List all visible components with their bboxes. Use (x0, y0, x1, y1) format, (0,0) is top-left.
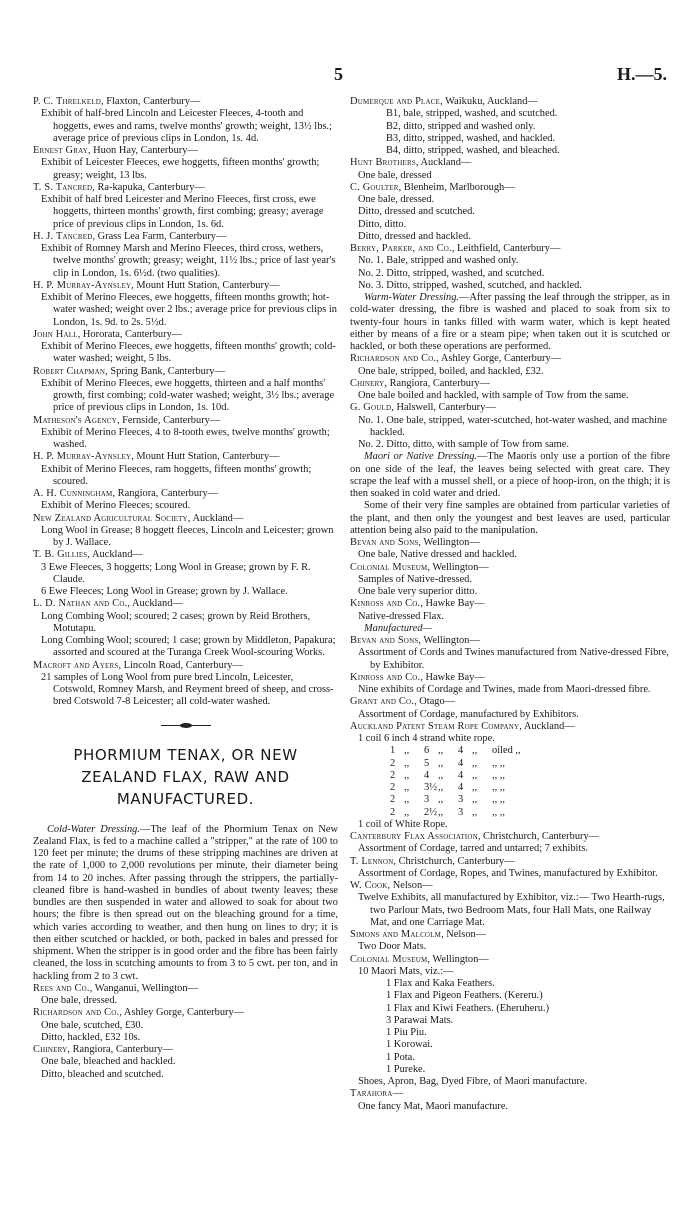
exhibitor-entry (33, 549, 338, 561)
exhibit-description: Ditto, dressed and scutched. (358, 206, 475, 218)
exhibitor-name: Rees and Co. (33, 982, 90, 994)
rope-cell: 2 (390, 806, 396, 818)
exhibitor-name: Simons and Malcolm (350, 929, 442, 940)
exhibitor-name: P. C. Threlkeld (33, 96, 102, 107)
cold-water-paragraph (33, 824, 338, 983)
rope-cell: ,, (472, 782, 478, 793)
exhibitor-location: , Leithfield, Canterbury— (451, 243, 561, 254)
rope-table (350, 745, 670, 819)
paragraph-text: —The leaf of the Phormium Tenax on New Zealand Flax, is fed to a machine called a "stripper," at the rate of 100 to 120 feet per minute; the drums of these stripping machines are driven at the rate of 1,000 to 2,000 revolutions per minute, their diameter being from 14 to 20 inches. After passing through the strippers, the partially-cleaned fibre is hand-washed in bundles of about twenty leaves; these bundles are then suspended in water and allowed to soak for about two hours; the fibre is then spread out on the bleaching ground for a time, which varies according to weather, and then hung on lines to dry; it is then either scutched or hackled, or both, packed in bales and pressed for shipment. When the stripper is in good order and the fibre has been fairly cleaned, the loss in scutching amounts to from 3 to 5 cwt. per ton, and in hackling from 2 to 3 cwt. (33, 823, 338, 982)
exhibit-description: Shoes, Apron, Bag, Dyed Fibre, of Maori manufacture. (358, 1076, 588, 1087)
exhibitor-name: Colonial Museum (350, 561, 428, 573)
exhibitor-location: , Nelson— (441, 929, 487, 940)
warm-water-paragraph (350, 292, 670, 353)
exhibitor-location: , Auckland— (127, 598, 183, 610)
exhibitor-entry (350, 182, 670, 194)
exhibitor-name: G. Gould (350, 402, 392, 414)
exhibit-description: Exhibit of Leicester Fleeces, ewe hoggetts, fifteen months' growth; greasy; weight, 13 lbs. (41, 157, 320, 181)
exhibit-description: 10 Maori Mats, viz.:— (358, 965, 454, 977)
exhibitor-entry (350, 880, 670, 892)
exhibitor-entry (350, 562, 670, 574)
exhibit-item: 1 Flax and Kaka Feathers. (386, 978, 495, 989)
exhibitor-entry (33, 660, 338, 672)
exhibitor-location: , Mount Hutt Station, Canterbury— (131, 451, 280, 463)
exhibit-description: Long Wool in Grease; 8 hoggett fleeces, Lincoln and Leicester; grown by J. Wallace. (41, 524, 334, 548)
exhibit-description: Exhibit of half bred Leicester and Merino Fleeces, first cross, ewe hoggetts, thirteen months' growth, first combing; greasy; average price of previous clips in London, 1s. 6d. (41, 194, 324, 230)
exhibit-description: Ditto, ditto. (358, 218, 407, 230)
left-column (33, 96, 338, 1081)
exhibitor-name: Hunt Brothers (350, 157, 416, 169)
exhibitor-entry (33, 1044, 338, 1056)
exhibitor-entry (33, 182, 338, 194)
rope-row (350, 745, 670, 757)
exhibitor-name: H. P. Murray-Aynsley (33, 451, 132, 463)
exhibitor-location: , Huon Hay, Canterbury— (87, 145, 198, 156)
rope-row (350, 782, 670, 794)
exhibitor-location: , Hororata, Canterbury— (77, 328, 183, 340)
exhibitor-name: Kinross and Co. (350, 671, 421, 683)
exhibit-description: 1 coil 6 inch 4 strand white rope. (358, 733, 495, 744)
exhibitor-entry (33, 513, 338, 525)
rope-cell: ,, (438, 794, 444, 806)
exhibitor-location: , Ashley Gorge, Canterbury— (119, 1007, 245, 1019)
exhibitor-location: , Fernside, Canterbury— (116, 414, 221, 426)
exhibit-description: Assortment of Cordage, Ropes, and Twines, manufactured by Exhibitor. (358, 867, 658, 879)
exhibit-description: No. 1. Bale, stripped and washed only. (358, 255, 519, 267)
rope-cell: 4 (458, 769, 464, 781)
exhibitor-name: Robert Chapman (33, 365, 106, 377)
exhibitor-entry (33, 366, 338, 378)
exhibitor-location: — (392, 1088, 403, 1100)
exhibit-description: No. 2. Ditto, ditto, with sample of Tow from same. (358, 439, 569, 450)
rope-cell: ,, (472, 794, 478, 806)
rope-cell: ,, (438, 757, 444, 769)
exhibit-description: Twelve Exhibits, all manufactured by Exhibitor, viz.:— Two Hearth-rugs, two Parlour Mats, two Bedroom Mats, four Hall Mats, one Railway Mat, and one Carriage Mat. (358, 892, 665, 928)
exhibitor-entry (350, 672, 670, 684)
exhibitor-location: , Otago— (414, 696, 456, 708)
exhibitor-entry (350, 929, 670, 941)
rope-cell: ,, (404, 794, 410, 806)
exhibit-description: One bale, dressed. (41, 995, 118, 1006)
exhibitor-entry (350, 721, 670, 733)
exhibit-description: Ditto, bleached and scutched. (41, 1068, 164, 1080)
rope-cell: 4 (424, 769, 430, 781)
exhibitor-name: Chinery (350, 377, 385, 389)
rope-cell: ,, (472, 757, 478, 769)
exhibitor-location: , Mount Hutt Station, Canterbury— (131, 279, 280, 291)
exhibitor-entry (350, 696, 670, 708)
exhibit-list-manufactured (350, 819, 670, 1113)
exhibit-list-flax-1 (350, 96, 670, 292)
exhibitor-name: Kinross and Co. (350, 598, 421, 610)
exhibit-description: Assortment of Cordage, tarred and untarred; 7 exhibits. (358, 843, 588, 855)
right-column (350, 96, 670, 1113)
rope-cell: ,, (404, 806, 410, 818)
exhibit-description: Nine exhibits of Cordage and Twines, made from Maori-dressed fibre. (358, 684, 651, 695)
exhibitor-location: , Hawke Bay— (420, 671, 485, 683)
exhibitor-location: , Blenheim, Marlborough— (398, 181, 515, 193)
rope-cell: 4 (458, 782, 464, 793)
rope-cell: 3 (458, 794, 464, 806)
section-divider-ornament (161, 725, 211, 726)
page-number: 5 (334, 64, 343, 84)
rope-cell: ,, ,, (492, 757, 505, 769)
exhibitor-name: T. S. Tancred (33, 181, 93, 193)
rope-row (350, 794, 670, 806)
rope-cell: ,, ,, (492, 769, 505, 781)
exhibitor-entry (350, 954, 670, 966)
exhibitor-location: , Rangiora, Canterbury— (67, 1044, 174, 1055)
paragraph-lead: Maori or Native Dressing. (364, 451, 477, 463)
rope-cell: ,, ,, (492, 806, 505, 818)
exhibitor-name: Macroft and Ayers (33, 659, 119, 671)
exhibitor-entry (350, 96, 670, 108)
exhibitor-location: , Auckland— (415, 157, 472, 169)
exhibitor-location: , Spring Bank, Canterbury— (105, 365, 225, 377)
exhibit-list-cold-water (33, 983, 338, 1081)
exhibit-item: B1, bale, stripped, washed, and scutched. (386, 108, 558, 120)
exhibit-description: One fancy Mat, Maori manufacture. (358, 1100, 509, 1112)
exhibitor-name: Tarahora (350, 1088, 393, 1100)
rope-cell: 4 (458, 745, 464, 757)
rope-cell: ,, (438, 769, 444, 781)
exhibitor-name: Auckland Patent Steam Rope Company (350, 720, 520, 732)
exhibitor-name: H. P. Murray-Aynsley (33, 279, 132, 291)
document-reference: H.—5. (616, 64, 667, 84)
exhibit-item: B4, ditto, stripped, washed, and bleached. (386, 145, 560, 156)
exhibitor-entry (350, 353, 670, 365)
exhibitor-entry (33, 231, 338, 243)
rope-cell: 3 (424, 794, 430, 806)
exhibit-description: Long Combing Wool; scoured; 2 cases; grown by Reid Brothers, Motutapu. (41, 610, 311, 634)
exhibitor-name: Colonial Museum (350, 953, 428, 965)
exhibit-description: One bale, dressed (358, 169, 432, 181)
rope-cell: 5 (424, 757, 430, 769)
exhibitor-location: , Wellington— (418, 537, 480, 548)
exhibit-item: B2, ditto, stripped and washed only. (386, 120, 536, 132)
rope-cell: ,, (472, 745, 478, 757)
exhibitor-entry (350, 378, 670, 390)
exhibit-item: 1 Pota. (386, 1051, 415, 1063)
exhibitor-entry (33, 329, 338, 341)
exhibitor-entry (33, 983, 338, 995)
exhibit-description: Assortment of Cords and Twines manufactured from Native-dressed Fibre, by Exhibitor. (358, 647, 670, 671)
exhibit-item: 1 Pureke. (386, 1063, 426, 1075)
rope-row (350, 758, 670, 770)
rope-cell: ,, (438, 782, 444, 793)
exhibit-description: No. 3. Ditto, stripped, washed, scutched, and hackled. (358, 279, 582, 291)
exhibit-description: Ditto, hackled, £32 10s. (41, 1031, 141, 1043)
exhibitor-location: , Auckland— (187, 512, 244, 524)
exhibitor-entry (33, 145, 338, 157)
rope-cell: ,, (438, 745, 444, 757)
rope-cell: 3 (458, 806, 464, 818)
exhibitor-name: New Zealand Agricultural Society (33, 512, 188, 524)
maori-dressing-paragraph (350, 451, 670, 500)
exhibitor-location: , Hawke Bay— (420, 598, 485, 610)
rope-cell: ,, ,, (492, 782, 505, 793)
exhibitor-location: , Ra-kapuka, Canterbury— (92, 181, 205, 193)
exhibitor-location: , Flaxton, Canterbury— (101, 96, 201, 107)
exhibitor-name: John Hall (33, 328, 78, 340)
exhibitor-entry (33, 96, 338, 108)
exhibitor-entry (33, 1007, 338, 1019)
rope-cell: 2½ (424, 806, 437, 818)
exhibitor-location: , Auckland— (519, 720, 575, 732)
exhibitor-entry (33, 415, 338, 427)
exhibitor-name: Dumerque and Place (350, 96, 441, 107)
exhibit-description: Exhibit of Merino Fleeces, ram hoggetts, fifteen months' growth; scoured. (41, 463, 312, 487)
exhibit-description: One bale, scutched, £30. (41, 1019, 144, 1031)
exhibitor-name: Richardson and Co. (350, 353, 437, 365)
rope-cell: 4 (458, 757, 464, 769)
section-heading: PHORMIUM TENAX, OR NEW ZEALAND FLAX, RAW AND MANUFACTURED. (73, 745, 298, 808)
exhibit-description: One bale, dressed. (358, 194, 435, 205)
exhibitor-entry (350, 856, 670, 868)
rope-cell: 2 (390, 757, 396, 769)
exhibitor-entry (33, 280, 338, 292)
exhibitor-location: , Rangiora, Canterbury— (384, 377, 491, 389)
rope-cell: 2 (390, 794, 396, 806)
exhibitor-name: Canterbury Flax Association (350, 831, 478, 842)
exhibitor-location: , Nelson— (387, 880, 433, 891)
exhibit-description: Exhibit of Merino Fleeces, ewe hoggetts, thirteen and a half months' growth, first combing; cold-water washed; weight, 3½ lbs.; average price of previous clips in London, 1s. 10d. (41, 377, 335, 414)
rope-cell: ,, (404, 782, 410, 793)
exhibitor-name: T. Lennon (350, 855, 394, 867)
exhibitor-location: , Halswell, Canterbury— (391, 402, 496, 414)
exhibitor-location: , Grass Lea Farm, Canterbury— (92, 230, 227, 242)
rope-cell: 3½ (424, 782, 437, 793)
paragraph-text: —The Maoris only use a portion of the fibre on one side of the leaf, the leaves being selected with great care. They scrape the leaf with a mussel shell, or a piece of hoop-iron, on the thigh; it is then soaked in cold water and dried. (350, 451, 670, 499)
exhibitor-location: , Wellington— (427, 953, 489, 965)
rope-cell: 2 (390, 782, 396, 793)
exhibit-list-native (350, 537, 670, 745)
paragraph-lead: Warm-Water Dressing. (364, 292, 460, 303)
subsection-label: Manufactured— (364, 622, 432, 634)
exhibit-item: 1 Korowai. (386, 1039, 433, 1051)
exhibit-description: One bale, stripped, boiled, and hackled, £32. (358, 365, 544, 377)
exhibitor-name: H. J. Tancred (33, 230, 93, 242)
rope-row (350, 770, 670, 782)
exhibitor-location: , Rangiora, Canterbury— (112, 488, 219, 499)
exhibit-item: 1 Piu Piu. (386, 1027, 427, 1038)
exhibitor-entry (350, 243, 670, 255)
exhibitor-name: Berry, Parker, and Co. (350, 243, 452, 254)
exhibit-description: One bale very superior ditto. (358, 586, 478, 597)
exhibitor-entry (33, 451, 338, 463)
rope-cell: 2 (390, 769, 396, 781)
rope-cell: ,, (404, 769, 410, 781)
exhibitor-entry (350, 1088, 670, 1100)
exhibitor-name: Bevan and Sons (350, 537, 419, 548)
exhibitor-name: T. B. Gillies (33, 549, 88, 561)
exhibitor-location: , Wellington— (427, 561, 489, 573)
exhibitor-entry (350, 402, 670, 414)
exhibitor-location: , Auckland— (87, 549, 143, 561)
exhibit-description: Exhibit of half-bred Lincoln and Leicester Fleeces, 4-tooth and hoggetts, ewes and rams, twelve months' growth; weight, 13½ lbs.; average price of previous clips in London, 1s. 4d. (41, 108, 332, 144)
maori-dressing-paragraph-2: Some of their very fine samples are obtained from particular varieties of the plant, and then only the youngest and best leaves are used, particular attention being also paid to the manipulation. (350, 500, 670, 536)
exhibit-description: Exhibit of Merino Fleeces; scoured. (41, 500, 191, 512)
rope-cell: 1 (390, 745, 396, 757)
exhibitor-entry (33, 488, 338, 500)
exhibit-description: Exhibit of Merino Fleeces, ewe hoggetts, fifteen months' growth; cold-water washed; weight, 5 lbs. (41, 341, 336, 365)
rope-cell: ,, (438, 806, 444, 818)
exhibit-description: Native-dressed Flax. (358, 610, 444, 622)
exhibit-description: Exhibit of Merino Fleeces, 4 to 8-tooth ewes, twelve months' growth; washed. (41, 426, 330, 450)
exhibit-list-wool (33, 96, 338, 709)
exhibit-description: Samples of Native-dressed. (358, 573, 472, 585)
exhibitor-entry (350, 598, 670, 610)
exhibit-description: Assortment of Cordage, manufactured by Exhibitors. (358, 708, 579, 720)
exhibit-description: Ditto, dressed and hackled. (358, 230, 471, 242)
exhibit-description: One bale boiled and hackled, with sample of Tow from the same. (358, 390, 629, 401)
exhibit-description: 1 coil of White Rope. (358, 818, 448, 830)
exhibit-description: One bale, Native dressed and hackled. (358, 549, 517, 561)
exhibitor-name: Grant and Co. (350, 696, 415, 708)
exhibitor-location: , Wanganui, Wellington— (89, 982, 198, 994)
exhibit-item: 1 Flax and Kiwi Feathers. (Eheruheru.) (386, 1002, 550, 1014)
exhibit-description: 3 Ewe Fleeces, 3 hoggetts; Long Wool in Grease; grown by F. R. Claude. (41, 561, 311, 585)
rope-cell: ,, (472, 769, 478, 781)
exhibit-item: 1 Flax and Pigeon Feathers. (Kereru.) (386, 990, 543, 1002)
exhibitor-name: Matheson's Agency (33, 414, 117, 426)
exhibit-description: Long Combing Wool; scoured; 1 case; grown by Middleton, Papakura; assorted and scoured at the Turanga Creek Wool-scouring Works. (41, 635, 336, 659)
exhibitor-entry (350, 831, 670, 843)
exhibit-item: B3, ditto, stripped, washed, and hackled. (386, 132, 556, 144)
exhibitor-entry (33, 598, 338, 610)
exhibitor-location: , Ashley Gorge, Canterbury— (436, 353, 562, 365)
exhibit-description: 6 Ewe Fleeces; Long Wool in Grease; grown by J. Wallace. (41, 586, 288, 597)
exhibit-item: 3 Parawai Mats. (386, 1014, 454, 1026)
exhibitor-name: Chinery (33, 1044, 68, 1055)
exhibit-description: Exhibit of Romney Marsh and Merino Fleeces, third cross, wethers, twelve months' growth; greasy; weight, 11½ lbs.; price of last year's clip in London, 1s. 6½d. (two qualities). (41, 243, 336, 279)
paragraph-text: —After passing the leaf through the stripper, as in cold-water dressing, the fibre is washed and placed to soak from six to twenty-four hours in tanks filled with warm water, which is kept heated either by means of a fire or a steam pipe; when taken out it is scutched or hackled, or both these operations are performed. (350, 292, 670, 352)
exhibitor-name: Richardson and Co. (33, 1007, 120, 1019)
exhibitor-location: , Wellington— (418, 635, 480, 646)
exhibit-list-warm-water (350, 353, 670, 451)
rope-cell: 6 (424, 745, 430, 757)
rope-cell: ,, (404, 745, 410, 757)
exhibitor-name: L. D. Nathan and Co. (33, 598, 128, 610)
exhibit-description: No. 2. Ditto, stripped, washed, and scutched. (358, 267, 545, 279)
exhibit-description: Exhibit of Merino Fleeces, ewe hoggetts, fifteen months growth; hot-water washed; weight over 2 lbs.; average price for previous clips in London, 1s. 9d. to 2s. 5½d. (41, 292, 337, 328)
exhibit-description: One bale, bleached and hackled. (41, 1056, 176, 1068)
exhibitor-name: W. Cook (350, 880, 388, 891)
exhibit-description: No. 1. One bale, stripped, water-scutched, hot-water washed, and machine hackled. (358, 414, 667, 438)
exhibit-description: Two Door Mats. (358, 941, 427, 953)
exhibitor-location: , Christchurch, Canterbury— (393, 855, 515, 867)
rope-cell: ,, (404, 757, 410, 769)
exhibitor-location: , Christchurch, Canterbury— (477, 831, 600, 842)
exhibitor-name: A. H. Cunningham (33, 488, 113, 499)
exhibitor-entry (350, 537, 670, 549)
exhibitor-name: C. Goulter (350, 181, 399, 193)
exhibitor-entry (350, 157, 670, 169)
exhibitor-location: , Lincoln Road, Canterbury— (118, 659, 243, 671)
exhibitor-name: Ernest Gray (33, 145, 88, 156)
rope-cell: ,, (472, 806, 478, 818)
rope-cell: oiled ,, (492, 745, 521, 757)
exhibitor-location: , Waikuku, Auckland— (440, 96, 538, 107)
rope-cell: ,, ,, (492, 794, 505, 806)
paragraph-lead: Cold-Water Dressing. (47, 823, 140, 835)
exhibit-description: 21 samples of Long Wool from pure bred Lincoln, Leicester, Cotswold, Romney Marsh, and Reyment breed of sheep, and cross-bred Cotswold 7-8 Leicester; all cold-water washed. (41, 671, 334, 708)
exhibitor-entry (350, 635, 670, 647)
exhibitor-name: Bevan and Sons (350, 635, 419, 646)
rope-row (350, 807, 670, 819)
